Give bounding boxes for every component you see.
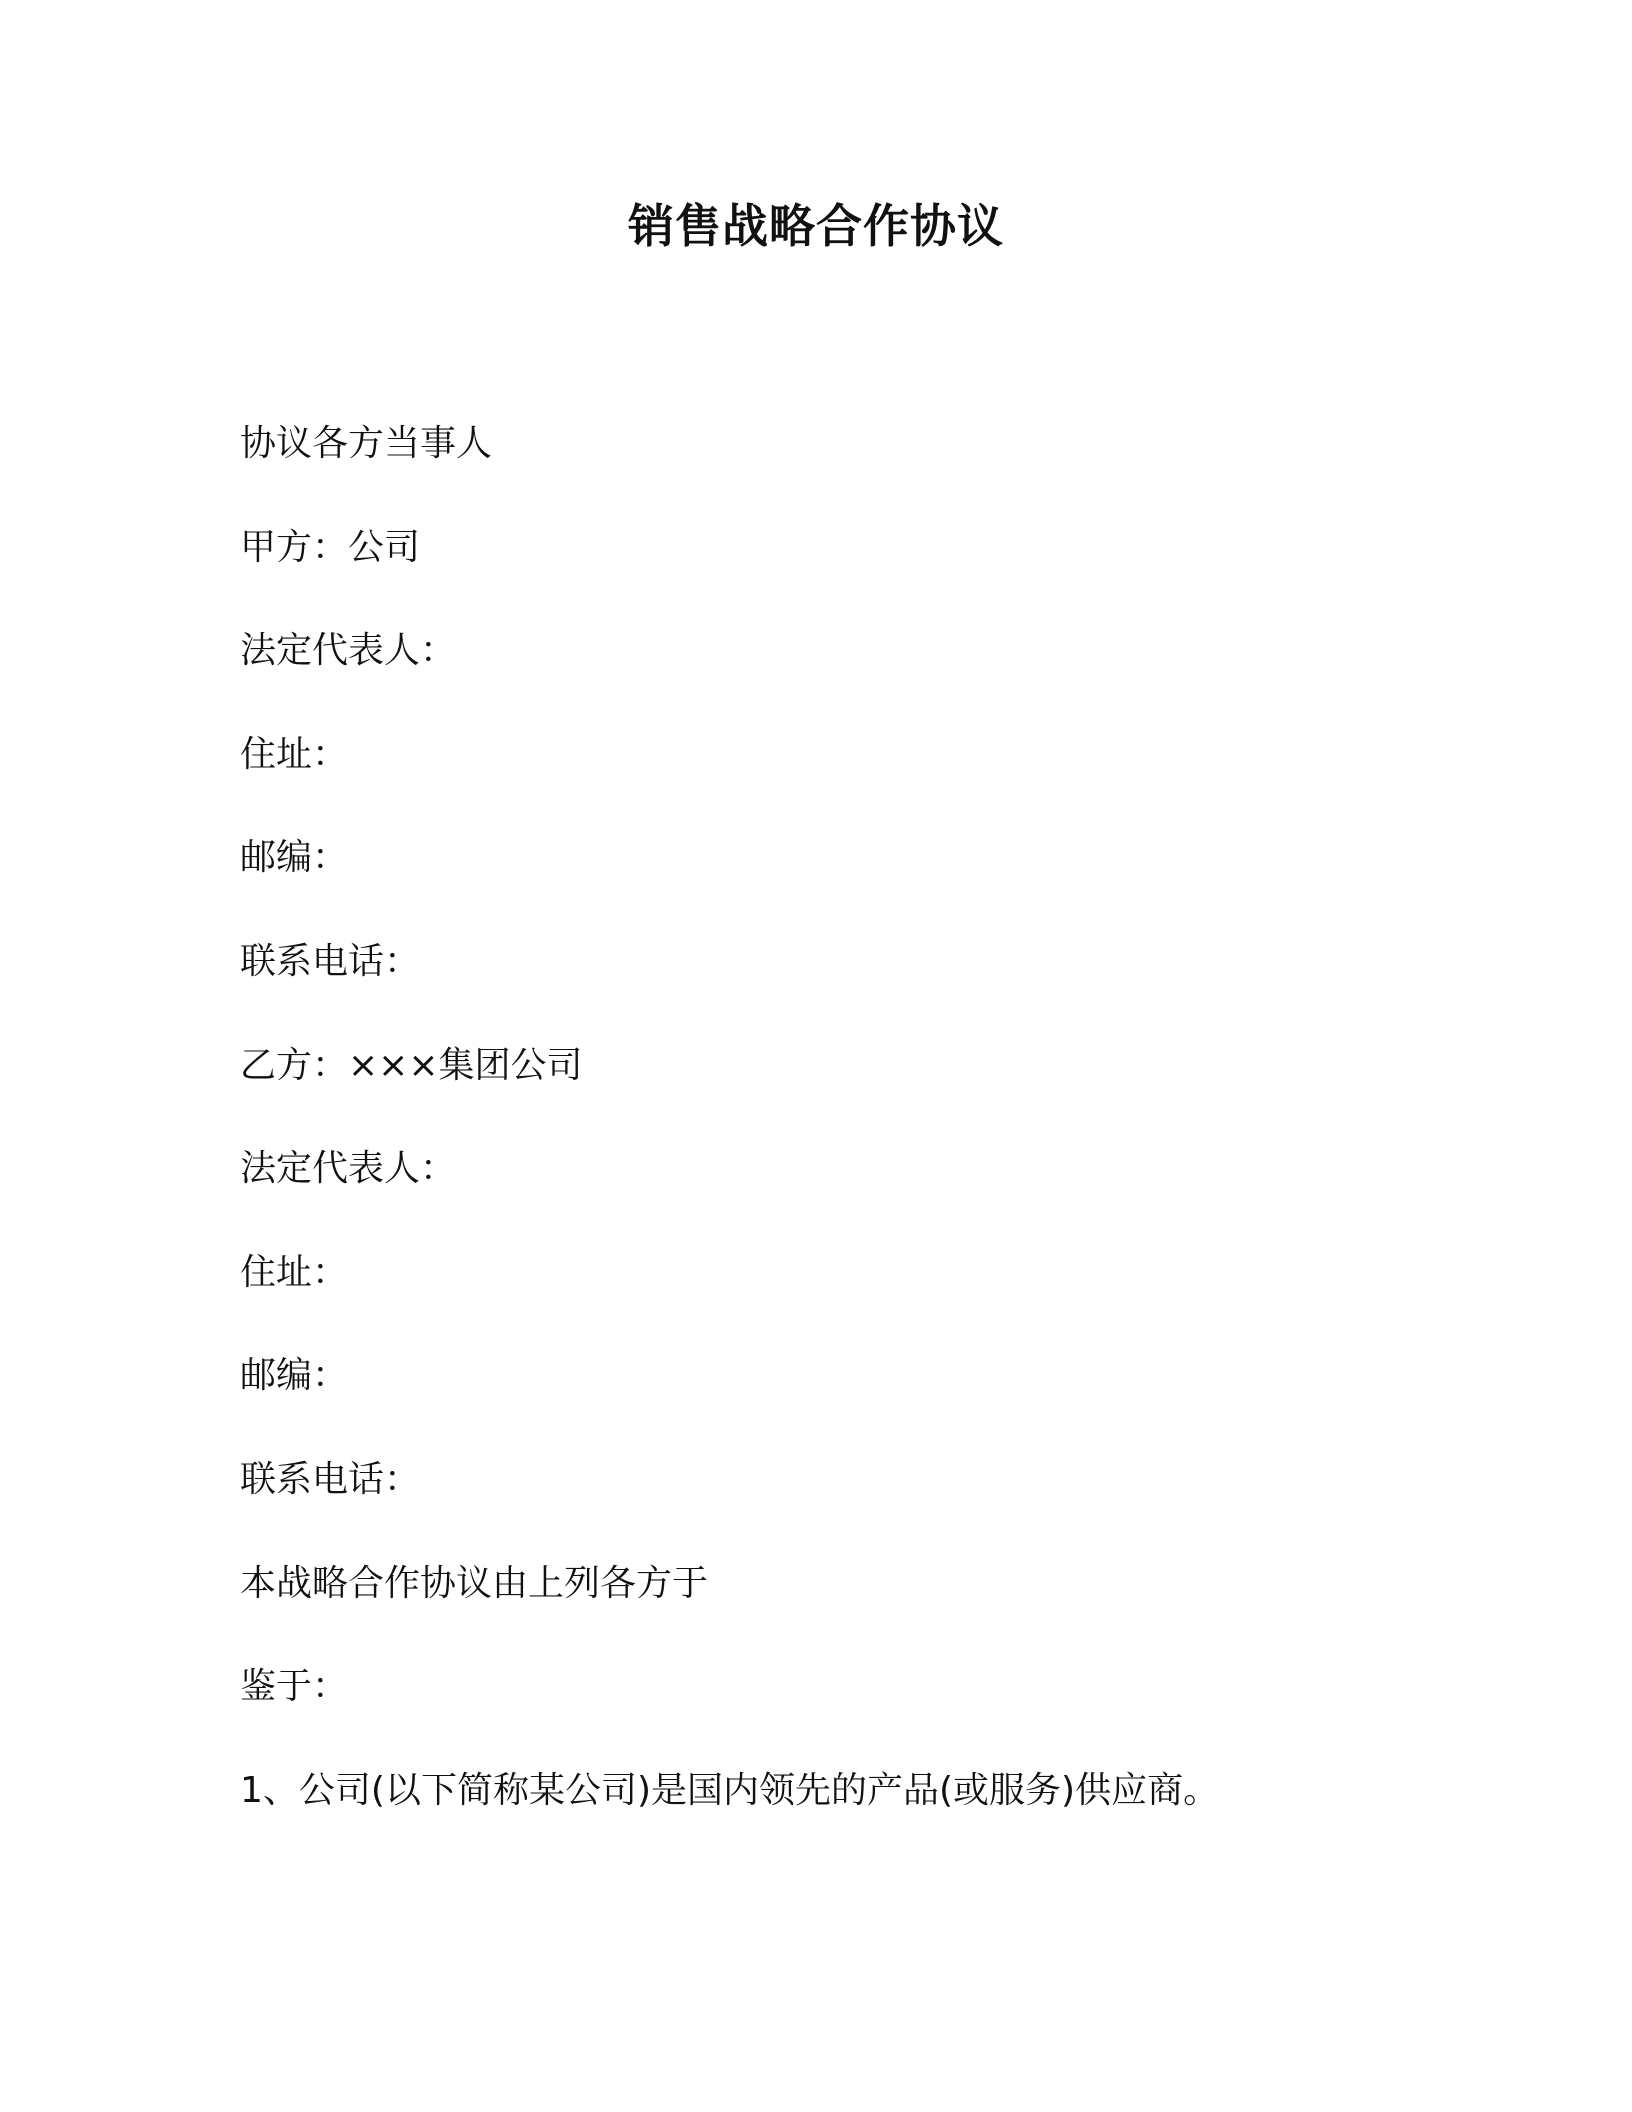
body-line-party-a-address: 住址： <box>240 733 349 775</box>
body-line-party-a-representative: 法定代表人： <box>240 630 457 672</box>
body-line-party-b-address: 住址： <box>240 1251 349 1293</box>
body-line-agreement-date: 本战略合作协议由上列各方于 <box>240 1562 709 1604</box>
body-line-party-b-phone: 联系电话： <box>240 1458 421 1500</box>
body-line-party-b: 乙方：×××集团公司 <box>240 1044 583 1086</box>
body-line-party-a-postcode: 邮编： <box>240 837 349 879</box>
body-line-whereas: 鉴于： <box>240 1666 349 1708</box>
body-line-clause-1: 1、公司(以下简称某公司)是国内领先的产品(或服务)供应商。 <box>240 1769 1220 1811</box>
body-line-party-b-postcode: 邮编： <box>240 1355 349 1397</box>
document-title: 销售战略合作协议 <box>628 199 1004 253</box>
document-body <box>240 414 1440 1864</box>
body-line-party-a-phone: 联系电话： <box>240 940 421 982</box>
body-line-parties-heading: 协议各方当事人 <box>240 423 493 464</box>
body-line-party-b-representative: 法定代表人： <box>240 1148 457 1190</box>
body-line-party-a: 甲方：公司 <box>240 526 421 568</box>
